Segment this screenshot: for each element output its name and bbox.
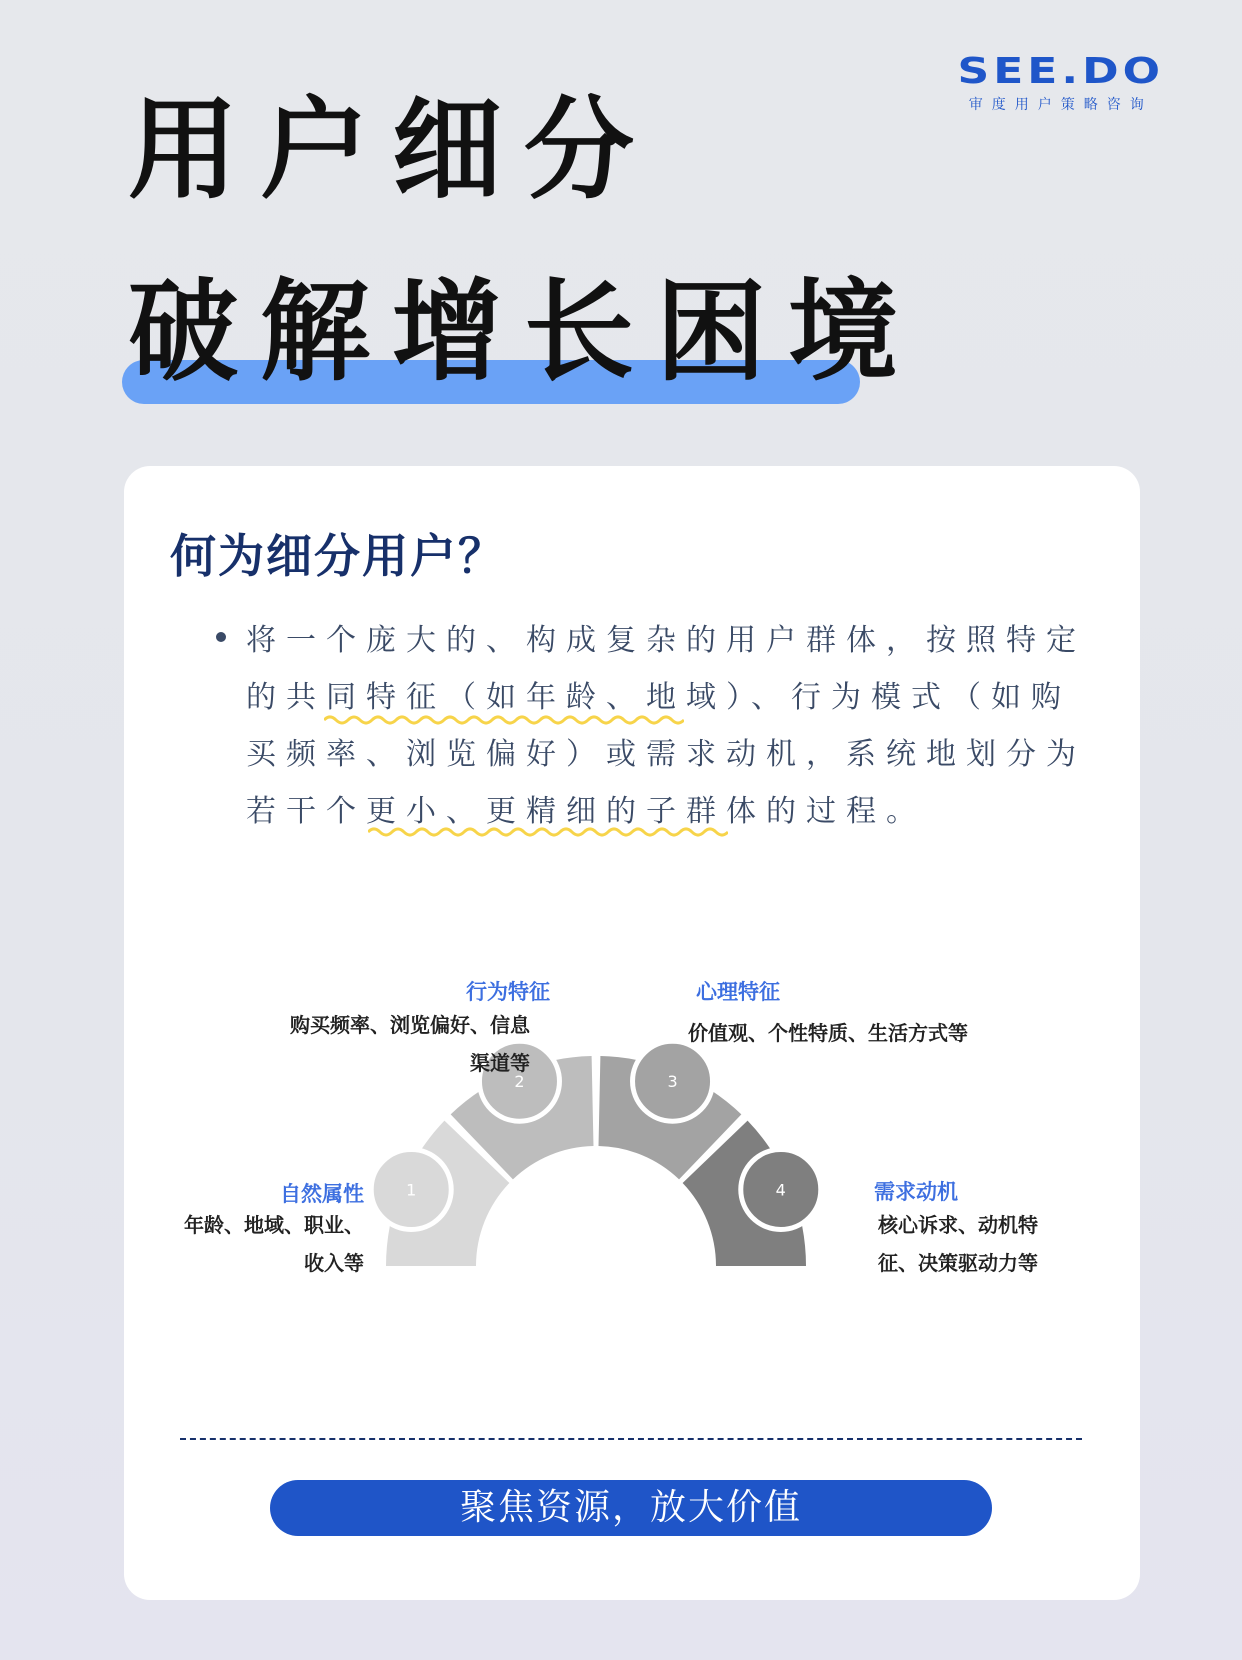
segment-4-desc	[878, 1206, 1038, 1282]
segmentation-arc-diagram	[124, 466, 1140, 1426]
segment-1-desc	[154, 1206, 364, 1282]
segment-4-desc-line1: 核心诉求、动机特	[878, 1213, 1038, 1237]
logo-subtitle: 审度用户策略咨询	[968, 97, 1153, 113]
segment-3-desc-line1: 价值观、个性特质、生活方式等	[688, 1021, 968, 1045]
definition-paragraph: 将一个庞大的、构成复杂的用户群体，按照特定的共同特征（如年龄、地域）、行为模式（如购买频率、浏览偏好）或需求动机，系统地划分为若干个更小、更精细的子群体的过程。	[246, 623, 1086, 829]
dashed-divider	[180, 1438, 1082, 1440]
segment-1-desc-line2: 收入等	[304, 1251, 364, 1275]
segment-2-desc-line1: 购买频率、浏览偏好、信息	[290, 1013, 530, 1037]
cta-banner: 聚焦资源，放大价值	[270, 1480, 992, 1536]
segment-4-title: 需求动机	[874, 1180, 958, 1204]
title-line-2: 破解增长困境	[128, 268, 920, 396]
segment-number-4: 4	[775, 1180, 786, 1200]
segment-number-3: 3	[667, 1072, 678, 1092]
segment-2-desc	[274, 1006, 530, 1082]
brand-logo	[958, 50, 1164, 114]
segment-1-desc-line1: 年龄、地域、职业、	[184, 1213, 364, 1237]
section-question: 何为细分用户？	[170, 529, 506, 583]
segment-3-title: 心理特征	[696, 980, 780, 1004]
segment-4-desc-line2: 征、决策驱动力等	[878, 1251, 1038, 1275]
segment-number-2: 2	[514, 1072, 525, 1092]
segment-2-title: 行为特征	[466, 980, 550, 1004]
segment-number-1: 1	[406, 1180, 417, 1200]
segment-1-title: 自然属性	[280, 1182, 364, 1206]
segment-3-desc	[688, 1014, 968, 1052]
content-card	[124, 466, 1140, 1600]
segment-2-desc-line2: 渠道等	[470, 1051, 530, 1075]
title-line-1: 用户细分	[128, 86, 656, 214]
logo-name: SEE.DO	[957, 51, 1164, 92]
